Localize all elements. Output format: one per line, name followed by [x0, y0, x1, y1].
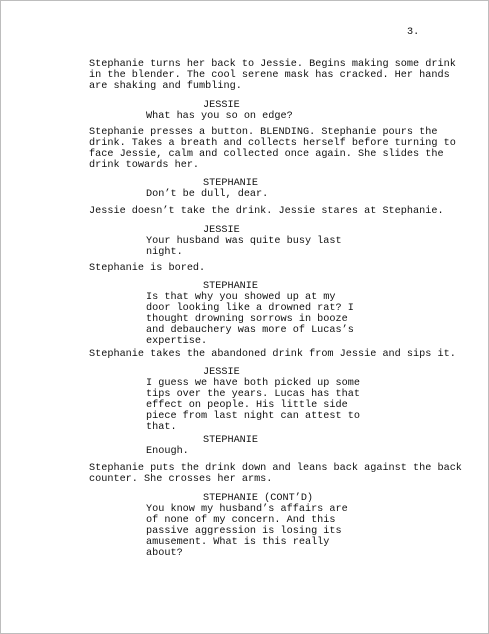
character-name: STEPHANIE: [203, 281, 259, 292]
character-name: JESSIE: [203, 367, 240, 378]
action-line: Jessie doesn’t take the drink. Jessie stares at Stephanie.: [89, 206, 444, 217]
character-name: STEPHANIE: [203, 435, 259, 446]
action-line: Stephanie is bored.: [89, 263, 206, 274]
dialogue-line: Your husband was quite busy last night.: [146, 236, 342, 258]
character-name: STEPHANIE: [203, 178, 259, 189]
character-name: STEPHANIE (CONT’D): [203, 493, 314, 504]
dialogue-line: I guess we have both picked up some tips over the years. Lucas has that effect on people. His little side piece from last night can attest to that.: [146, 378, 360, 433]
action-line: Stephanie puts the drink down and leans back against the back counter. She crosses her arms.: [89, 463, 462, 485]
dialogue-line: What has you so on edge?: [146, 111, 293, 122]
dialogue-line: You know my husband’s affairs are of none of my concern. And this passive aggression is losing its amusement. What is this really about?: [146, 504, 348, 559]
character-name: JESSIE: [203, 100, 240, 111]
action-line: Stephanie presses a button. BLENDING. Stephanie pours the drink. Takes a breath and collects herself before turning to face Jessie, calm and collected once again. She slides the drink towards her.: [89, 127, 456, 171]
dialogue-line: Enough.: [146, 446, 189, 457]
dialogue-line: Don’t be dull, dear.: [146, 189, 269, 200]
action-line: Stephanie takes the abandoned drink from Jessie and sips it.: [89, 349, 456, 360]
page-number: 3.: [407, 27, 420, 38]
character-name: JESSIE: [203, 225, 240, 236]
dialogue-line: Is that why you showed up at my door looking like a drowned rat? I thought drowning sorrows in booze and debauchery was more of Lucas’s expertise.: [146, 292, 354, 347]
action-line: Stephanie turns her back to Jessie. Begins making some drink in the blender. The cool serene mask has cracked. Her hands are shaking and fumbling.: [89, 59, 456, 92]
